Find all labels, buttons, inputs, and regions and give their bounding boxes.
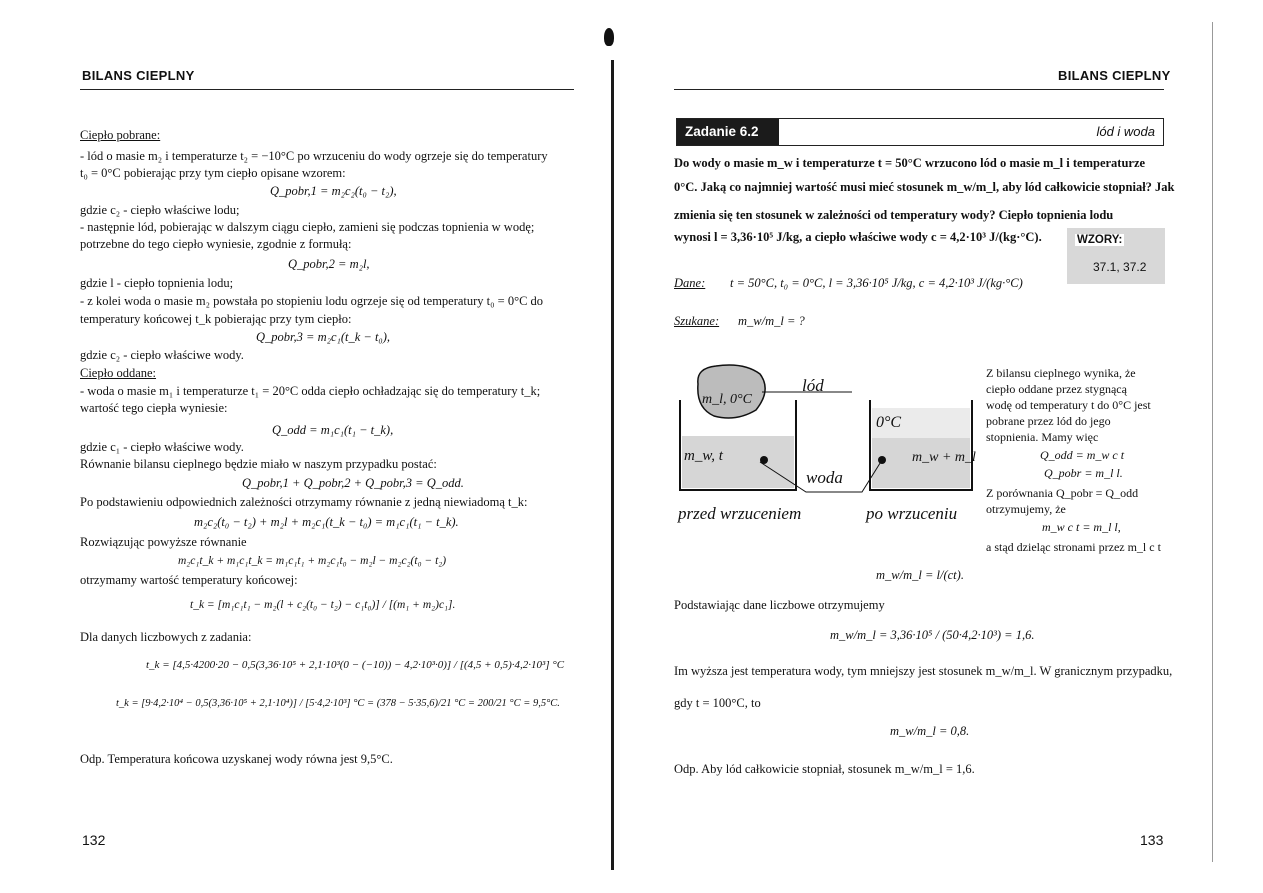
formulas-value: 37.1, 37.2 [1093,260,1147,274]
ratio-limit: m_w/m_l = 0,8. [890,724,970,738]
water-label: woda [806,468,843,487]
text-line: gdzie c₂ - ciepło właściwe lodu; [80,203,240,217]
right-header: BILANS CIEPLNY [1058,68,1171,83]
text-line: - następnie lód, pobierając w dalszym ciągu ciepło, zamieni się podczas topnienia w wodę; [80,220,535,234]
text-line: temperatury końcowej t_k pobierając przy tym ciepło: [80,312,352,326]
text-line: gdzie c₂ - ciepło właściwe wody. [80,348,244,362]
formula: Q_pobr,3 = m₂c₁(t_k − t₀), [256,330,391,344]
right-top-label: 0°C [876,414,902,431]
ratio-numeric: m_w/m_l = 3,36·10⁵ / (50·4,2·10³) = 1,6. [830,628,1035,642]
side-text: wodę od temperatury t do 0°C jest [986,398,1151,412]
heat-given-heading: Ciepło oddane: [80,366,157,380]
formula: m₂c₂(t₀ − t₂) + m₂l + m₂c₁(t_k − t₀) = m₁c₁(t₁ − t_k). [194,515,459,529]
text-line: Dla danych liczbowych z zadania: [80,630,252,644]
right-dot [878,456,886,464]
formulas-box [1067,228,1165,284]
problem-line: 0°C. Jaką co najmniej wartość musi mieć stosunek m_w/m_l, aby lód całkowicie stopniał? Jak [674,180,1175,194]
side-text: Z bilansu cieplnego wynika, że [986,366,1136,380]
text-line: t₀ = 0°C pobierając przy tym ciepło opisane wzorem: [80,166,346,180]
left-page [0,0,610,893]
formula: m₂c₁t_k + m₁c₁t_k = m₁c₁t₁ + m₂c₁t₀ − m₂l − m₂c₂(t₀ − t₂) [178,555,447,567]
side-text: a stąd dzieląc stronami przez m_l c t [986,540,1161,554]
task-topic: lód i woda [1096,124,1155,139]
ratio-formula: m_w/m_l = l/(ct). [876,568,964,582]
ice-block-label: m_l, 0°C [702,392,752,407]
formula: Q_pobr,1 = m₂c₂(t₀ − t₂), [270,184,397,198]
given-values: t = 50°C, t₀ = 0°C, l = 3,36·10⁵ J/kg, c = 4,2·10³ J/(kg·°C) [730,276,1023,290]
problem-line: Do wody o masie m_w i temperaturze t = 50°C wrzucono lód o masie m_l i temperaturze [674,156,1146,170]
task-banner [676,118,1164,146]
right-page-number: 133 [1140,832,1164,848]
text-line: gdzie c₁ - ciepło właściwe wody. [80,440,244,454]
left-header-rule [80,89,574,90]
side-formula: Q_pobr = m_l l. [1044,466,1123,480]
text-line: Im wyższa jest temperatura wody, tym mniejszy jest stosunek m_w/m_l. W granicznym przypadku, [674,664,1173,678]
text-line: otrzymamy wartość temperatury końcowej: [80,573,298,587]
formula: Q_pobr,2 = m₂l, [288,257,370,271]
left-water-label: m_w, t [684,448,723,464]
page-edge [1212,22,1213,862]
text-line: Po podstawieniu odpowiednich zależności otrzymamy równanie z jedną niewiadomą t_k: [80,495,528,509]
problem-line: zmienia się ten stosunek w zależności od temperatury wody? Ciepło topnienia lodu [674,208,1114,222]
caption-before: przed wrzuceniem [678,504,802,523]
gutter-mark [604,28,614,46]
text-line: - z kolei woda o masie m₂ powstała po stopieniu lodu ogrzeje się od temperatury t₀ = 0°C do [80,294,544,308]
side-formula: m_w c t = m_l l, [1042,520,1121,534]
side-text: pobrane przez lód do jego [986,414,1111,428]
text-line: - woda o masie m₁ i temperaturze t₁ = 20°C odda ciepło ochładzając się do temperatury t_k; [80,384,541,398]
text-line: Równanie bilansu cieplnego będzie miało w naszym przypadku postać: [80,457,437,471]
text-line: - lód o masie m₂ i temperaturze t₂ = −10°C po wrzuceniu do wody ogrzeje się do temperatury [80,149,548,163]
left-page-number: 132 [82,832,106,848]
left-dot [760,456,768,464]
side-text: otrzymujemy, że [986,502,1066,516]
sought-value: m_w/m_l = ? [738,314,805,328]
heat-taken-heading: Ciepło pobrane: [80,128,161,142]
answer-line: Odp. Aby lód całkowicie stopniał, stosunek m_w/m_l = 1,6. [674,762,975,776]
text-line: Podstawiając dane liczbowe otrzymujemy [674,598,885,612]
left-header: BILANS CIEPLNY [82,68,195,83]
text-line: potrzebne do tego ciepło wyniesie, zgodnie z formułą: [80,237,352,251]
formula: t_k = [9·4,2·10⁴ − 0,5(3,36·10⁵ + 2,1·10⁴)] / [5·4,2·10³] °C = (378 − 5·35,6)/21 °C = 200/21 °C = 9,5°C. [116,698,560,709]
formula: t_k = [m₁c₁t₁ − m₂(l + c₂(t₀ − t₂) − c₁t₀)] / [(m₁ + m₂)c₁]. [190,599,456,611]
side-text: ciepło oddane przez stygnącą [986,382,1127,396]
ice-label: lód [802,376,824,395]
text-line: wartość tego ciepła wyniesie: [80,401,228,415]
text-line: Rozwiązując powyższe równanie [80,535,247,549]
text-line: gdy t = 100°C, to [674,696,761,710]
formula: t_k = [4,5·4200·20 − 0,5(3,36·10⁵ + 2,1·10³(0 − (−10)) − 4,2·10³·0)] / [(4,5 + 0,5)·4,2·10³] °C [146,659,565,671]
right-header-rule [674,89,1164,90]
text-line: gdzie l - ciepło topnienia lodu; [80,276,234,290]
side-text: Z porównania Q_pobr = Q_odd [986,486,1139,500]
book-gutter [611,60,614,870]
formula: Q_pobr,1 + Q_pobr,2 + Q_pobr,3 = Q_odd. [242,476,464,490]
problem-line: wynosi l = 3,36·10⁵ J/kg, a ciepło właściwe wody c = 4,2·10³ J/(kg·°C). [674,230,1042,244]
right-water-label: m_w + m_l [912,450,976,465]
sought-label: Szukane: [674,314,720,328]
side-formula: Q_odd = m_w c t [1040,448,1125,462]
side-text: stopnienia. Mamy więc [986,430,1099,444]
formula: Q_odd = m₁c₁(t₁ − t_k), [272,423,394,437]
formulas-label: WZORY: [1077,234,1123,246]
caption-after: po wrzuceniu [866,504,958,523]
answer-line: Odp. Temperatura końcowa uzyskanej wody równa jest 9,5°C. [80,752,393,766]
task-label: Zadanie 6.2 [677,119,779,145]
given-label: Dane: [674,276,706,290]
